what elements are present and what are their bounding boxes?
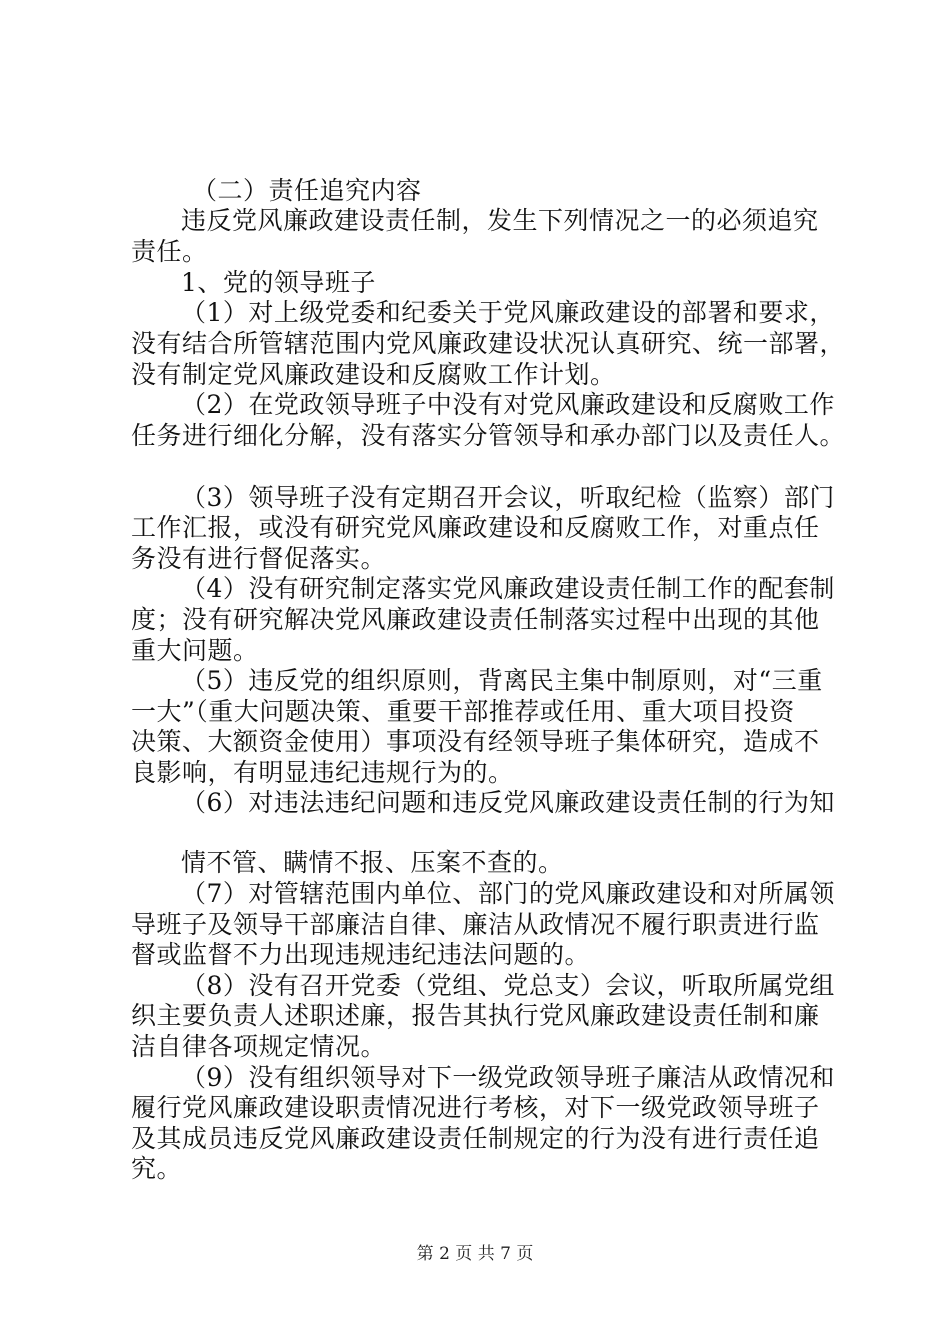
list-item-line: 一大”（重大问题决策、重要干部推荐或任用、重大项目投资 bbox=[131, 697, 795, 726]
list-item-line: 任务进行细化分解，没有落实分管领导和承办部门以及责任人。 bbox=[131, 421, 846, 450]
list-item-line: （8）没有召开党委（党组、党总支）会议，听取所属党组 bbox=[181, 971, 835, 1000]
list-item-line: （2）在党政领导班子中没有对党风廉政建设和反腐败工作 bbox=[181, 390, 835, 419]
list-item-line: 工作汇报，或没有研究党风廉政建设和反腐败工作，对重点任 bbox=[131, 513, 820, 542]
list-item-line: （6）对违法违纪问题和违反党风廉政建设责任制的行为知 bbox=[181, 788, 835, 817]
list-item-line: （4）没有研究制定落实党风廉政建设责任制工作的配套制 bbox=[181, 574, 835, 603]
list-item-line: （1）对上级党委和纪委关于党风廉政建设的部署和要求， bbox=[181, 298, 835, 327]
list-item-line: 导班子及领导干部廉洁自律、廉洁从政情况不履行职责进行监 bbox=[131, 910, 820, 939]
list-item-line: （3）领导班子没有定期召开会议，听取纪检（监察）部门 bbox=[181, 483, 835, 512]
paragraph-line: 责任。 bbox=[131, 237, 208, 266]
list-item-line: 务没有进行督促落实。 bbox=[131, 544, 387, 573]
list-item-line: 没有结合所管辖范围内党风廉政建设状况认真研究、统一部署， bbox=[131, 329, 846, 358]
list-item-line: 洁自律各项规定情况。 bbox=[131, 1032, 387, 1061]
paragraph-line: 违反党风廉政建设责任制，发生下列情况之一的必须追究 bbox=[181, 206, 819, 235]
list-item-line: （7）对管辖范围内单位、部门的党风廉政建设和对所属领 bbox=[181, 879, 835, 908]
subsection-heading: 1、党的领导班子 bbox=[181, 268, 376, 297]
list-item-line: 重大问题。 bbox=[131, 636, 259, 665]
list-item-line: （5）违反党的组织原则，背离民主集中制原则，对“三重 bbox=[181, 666, 823, 695]
list-item-line: 度；没有研究解决党风廉政建设责任制落实过程中出现的其他 bbox=[131, 605, 820, 634]
list-item-line: 及其成员违反党风廉政建设责任制规定的行为没有进行责任追 bbox=[131, 1124, 820, 1153]
list-item-line: 决策、大额资金使用）事项没有经领导班子集体研究，造成不 bbox=[131, 727, 820, 756]
list-item-line: 督或监督不力出现违规违纪违法问题的。 bbox=[131, 940, 591, 969]
list-item-line: 究。 bbox=[131, 1154, 183, 1183]
section-heading: （二）责任追究内容 bbox=[192, 176, 422, 205]
list-item-line: 织主要负责人述职述廉，报告其执行党风廉政建设责任制和廉 bbox=[131, 1001, 820, 1030]
list-item-line: （9）没有组织领导对下一级党政领导班子廉洁从政情况和 bbox=[181, 1063, 835, 1092]
list-item-line: 情不管、瞒情不报、压案不查的。 bbox=[181, 848, 564, 877]
list-item-line: 履行党风廉政建设职责情况进行考核，对下一级党政领导班子 bbox=[131, 1093, 820, 1122]
list-item-line: 没有制定党风廉政建设和反腐败工作计划。 bbox=[131, 360, 616, 389]
list-item-line: 良影响，有明显违纪违规行为的。 bbox=[131, 758, 514, 787]
page-number-footer: 第 2 页 共 7 页 bbox=[416, 1244, 534, 1264]
